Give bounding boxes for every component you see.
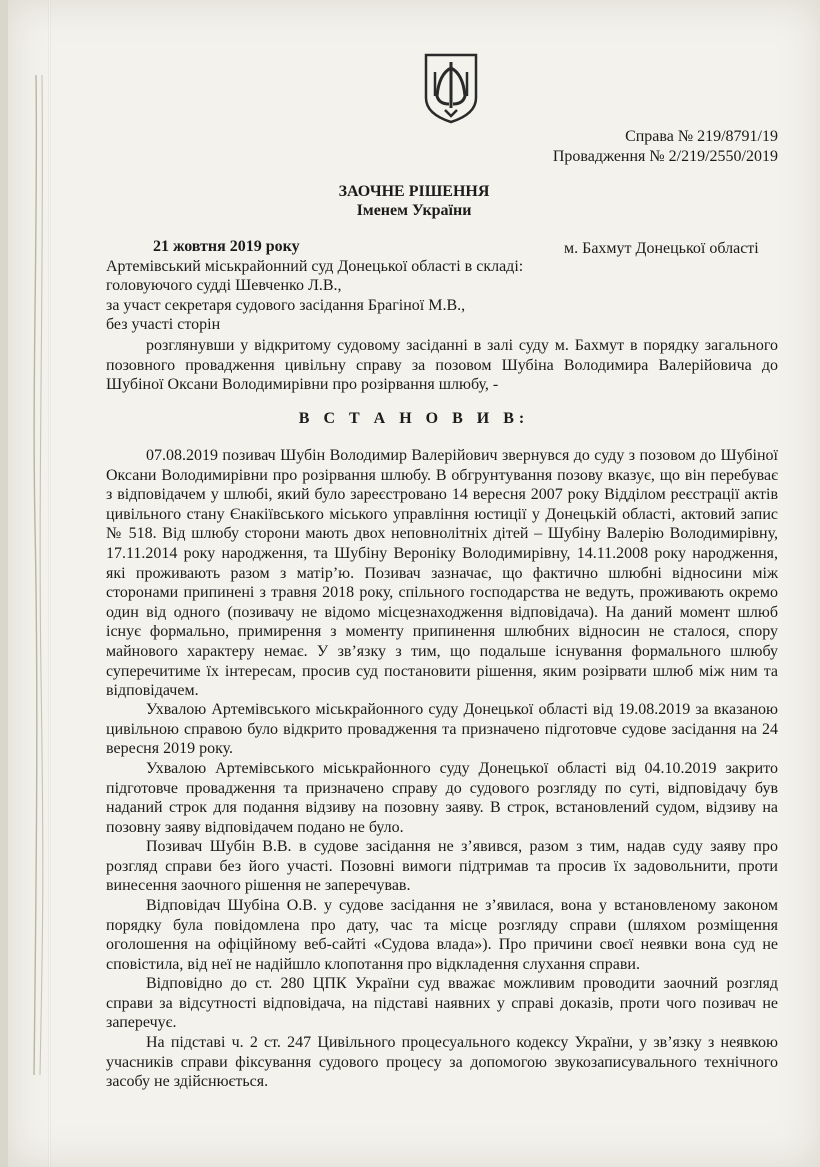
document-subtitle: Іменем України: [356, 202, 472, 219]
document-title: ЗАОЧНЕ РІШЕННЯ: [338, 183, 490, 200]
body-paragraph-5: Відповідач Шубіна О.В. у судове засідання не з’явилася, вона у встановленому законом порядку була повідомлена про дату, час та місце розгляду справи (шляхом розміщення оголошення на офіційному веб-сайті «Судова влада»). Про причини своєї неявки вона суд не сповістила, від неї не надійшло клопотання про відкладення слухання справи.: [106, 897, 778, 973]
decision-date: 21 жовтня 2019 року: [153, 238, 300, 255]
body-paragraph-6: Відповідно до ст. 280 ЦПК України суд вважає можливим проводити заочний розгляд справи за відсутності відповідача, на підставі наявних у справі доказів, проти чого позивач не заперечує.: [106, 975, 778, 1032]
section-heading: В С Т А Н О В И В:: [298, 410, 530, 427]
presiding-judge: головуючого судді Шевченко Л.В.,: [106, 277, 342, 294]
binding-thread: [8, 75, 63, 1075]
body-paragraph-7: На підставі ч. 2 ст. 247 Цивільного процесуального кодексу України, у зв’язку з неявкою учасників справи фіксування судового процесу за допомогою звукозаписувального технічного засобу не здійснюється.: [106, 1034, 778, 1091]
court-composition: Артемівський міськрайонний суд Донецької області в складі:: [106, 258, 524, 275]
court-secretary: за участ секретаря судового засідання Брагіної М.В.,: [106, 297, 466, 314]
body-paragraph-1: 07.08.2019 позивач Шубін Володимир Валерійович звернувся до суду з позовом до Шубіної Оксани Володимирівни про розірвання шлюбу. В обгрунтування позову вказує, що він перебуває з відповідачем у шлюбі, який було зареєстровано 14 вересня 2007 року Відділом реєстрації актів цивільного стану Єнакіївського міського управління юстиції у Донецькій області, актовий запис № 518. Від шлюбу сторони мають двох неповнолітніх дітей – Шубіну Валерію Володимирівну, 17.11.2014 року народження, та Шубіну Вероніку Володимирівну, 14.11.2008 року народження, які проживають разом з матір’ю. Позивач зазначає, що фактично шлюбні відносини між сторонами припинені з травня 2018 року, спільного господарства не ведуть, проживають окремо один від одного (позивачу не відомо місцезнаходження відповідача). На даний момент шлюб існує формально, примирення з моменту припинення шлюбних відносин не сталося, спору майнового характеру немає. У зв’язку з тим, що подальше існування формального шлюбу суперечитиме їх інтересам, просив суд постановити рішення, яким розірвати шлюб між ним та відповідачем.: [106, 447, 778, 700]
body-paragraph-2: Ухвалою Артемівського міськрайонного суду Донецької області від 19.08.2019 за вказаною цивільною справою було відкрито провадження та призначено підготовче судове засідання на 24 вересня 2019 року.: [106, 701, 778, 758]
parties-absent: без участі сторін: [106, 316, 221, 333]
case-number: Справа № 219/8791/19: [625, 128, 778, 145]
coat-of-arms-icon: [423, 52, 479, 124]
body-paragraph-4: Позивач Шубін В.В. в судове засідання не з’явився, разом з тим, надав суду заяву про розгляд справи без його участі. Позовні вимоги підтримав та просив їх задовольнити, проти винесення заочного рішення не заперечував.: [106, 838, 778, 895]
document-page: [8, 0, 820, 1167]
decision-place: м. Бахмут Донецької області: [564, 240, 759, 257]
preamble-paragraph: розглянувши у відкритому судовому засіданні в залі суду м. Бахмут в порядку загального позовного провадження цивільну справу за позовом Шубіна Володимира Валерійовича до Шубіної Оксани Володимирівни про розірвання шлюбу, -: [106, 337, 778, 394]
body-paragraph-3: Ухвалою Артемівського міськрайонного суду Донецької області від 04.10.2019 закрито підготовче провадження та призначено справу до судового розгляду по суті, відповідачу був наданий строк для подання відзиву на позовну заяву. В строк, встановлений судом, відзиву на позовну заяву відповідачем подано не було.: [106, 760, 778, 836]
proceeding-number: Провадження № 2/219/2550/2019: [552, 148, 778, 165]
